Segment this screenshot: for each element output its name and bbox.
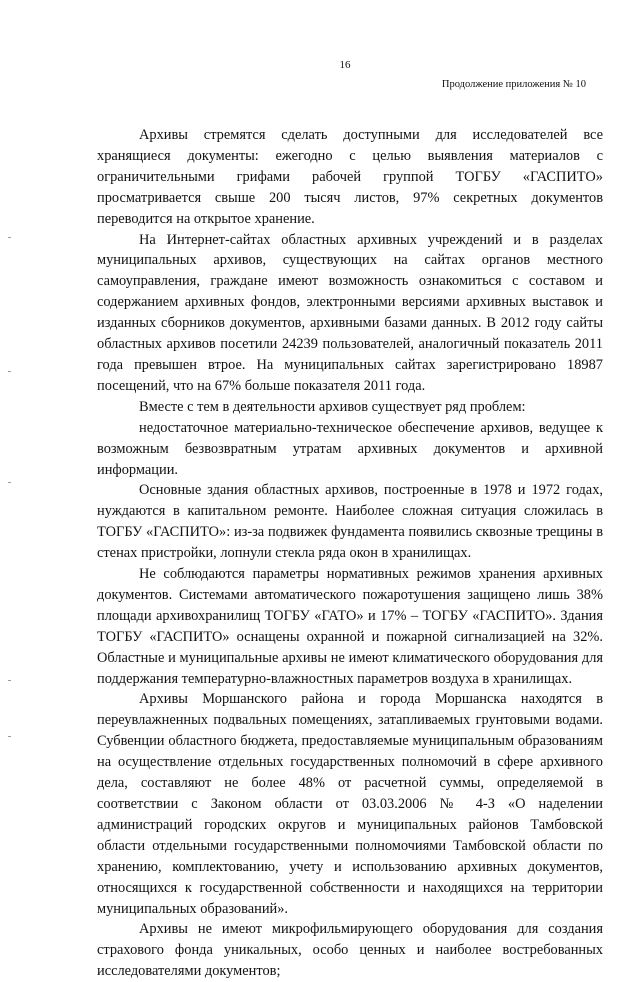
paragraph-material-support: недостаточное материально-техническое обеспечение архивов, ведущее к возможным безвозвратным утратам архивных документов и архивной информации.: [97, 419, 603, 478]
paragraph-declassification: Архивы стремятся сделать доступными для исследователей все хранящиеся документы: ежегодно с целью выявления материалов с ограничительными грифами рабочей группой ТОГБУ «ГАСПИТО» просматривается свыше 200 тысяч листов, 97% секретных документов переводится на открытое хранение.: [97, 127, 603, 227]
scan-margin-mark: [8, 482, 11, 483]
page-number: 16: [339, 59, 351, 71]
paragraph-buildings: Основные здания областных архивов, построенные в 1978 и 1972 годах, нуждаются в капитальном ремонте. Наиболее сложная ситуация сложилась в ТОГБУ «ГАСПИТО»: из-за подвижек фундамента появились сквозные трещины в стенах пристройки, лопнули стекла ряда окон в хранилищах.: [97, 482, 603, 562]
document-body: [97, 125, 603, 982]
paragraph-storage-regimes: Не соблюдаются параметры нормативных режимов хранения архивных документов. Системами автоматического пожаротушения защищено лишь 38% площади архивохранилищ ТОГБУ «ГАТО» и 17% – ТОГБУ «ГАСПИТО». Здания ТОГБУ «ГАСПИТО» оснащены охранной и пожарной сигнализацией на 32%. Областные и муниципальные архивы не имеют климатического оборудования для поддержания температурно-влажностных параметров воздуха в хранилищах.: [97, 566, 603, 687]
scan-margin-mark: [8, 680, 11, 681]
paragraph-problems-intro: Вместе с тем в деятельности архивов существует ряд проблем:: [139, 398, 526, 415]
paragraph-internet-sites: На Интернет-сайтах областных архивных учреждений и в разделах муниципальных архивов, существующих на сайтах органов местного самоуправления, граждане имеют возможность ознакомиться с составом и содержанием архивных фондов, электронными версиями архивных выставок и изданных сборников документов, архивными базами данных. В 2012 году сайты областных архивов посетили 24239 пользователей, аналогичный показатель 2011 года превышен втрое. На муниципальных сайтах зарегистрировано 18987 посещений, что на 67% больше показателя 2011 года.: [97, 231, 603, 394]
scan-margin-mark: [8, 736, 11, 737]
appendix-continuation-note: Продолжение приложения № 10: [441, 79, 586, 90]
scan-margin-mark: [8, 237, 11, 238]
paragraph-morshansk-archives: Архивы Моршанского района и города Моршанска находятся в переувлажненных подвальных помещениях, затапливаемых грунтовыми водами. Субвенции областного бюджета, предоставляемые муниципальным образованиям на осуществление отдельных государственных полномочий в сфере архивного дела, составляют не более 48% от расчетной суммы, определяемой в соответствии с Законом области от 03.03.2006 № 4-З «О наделении администраций городских округов и муниципальных районов Тамбовской области отдельными государственными полномочиями Тамбовской области по хранению, комплектованию, учету и использованию архивных документов, относящихся к государственной собственности и находящихся на территории муниципальных образований».: [97, 691, 603, 917]
scan-margin-mark: [8, 371, 11, 372]
paragraph-microfilming: Архивы не имеют микрофильмирующего оборудования для создания страхового фонда уникальных, особо ценных и наиболее востребованных исследователями документов;: [97, 921, 603, 980]
